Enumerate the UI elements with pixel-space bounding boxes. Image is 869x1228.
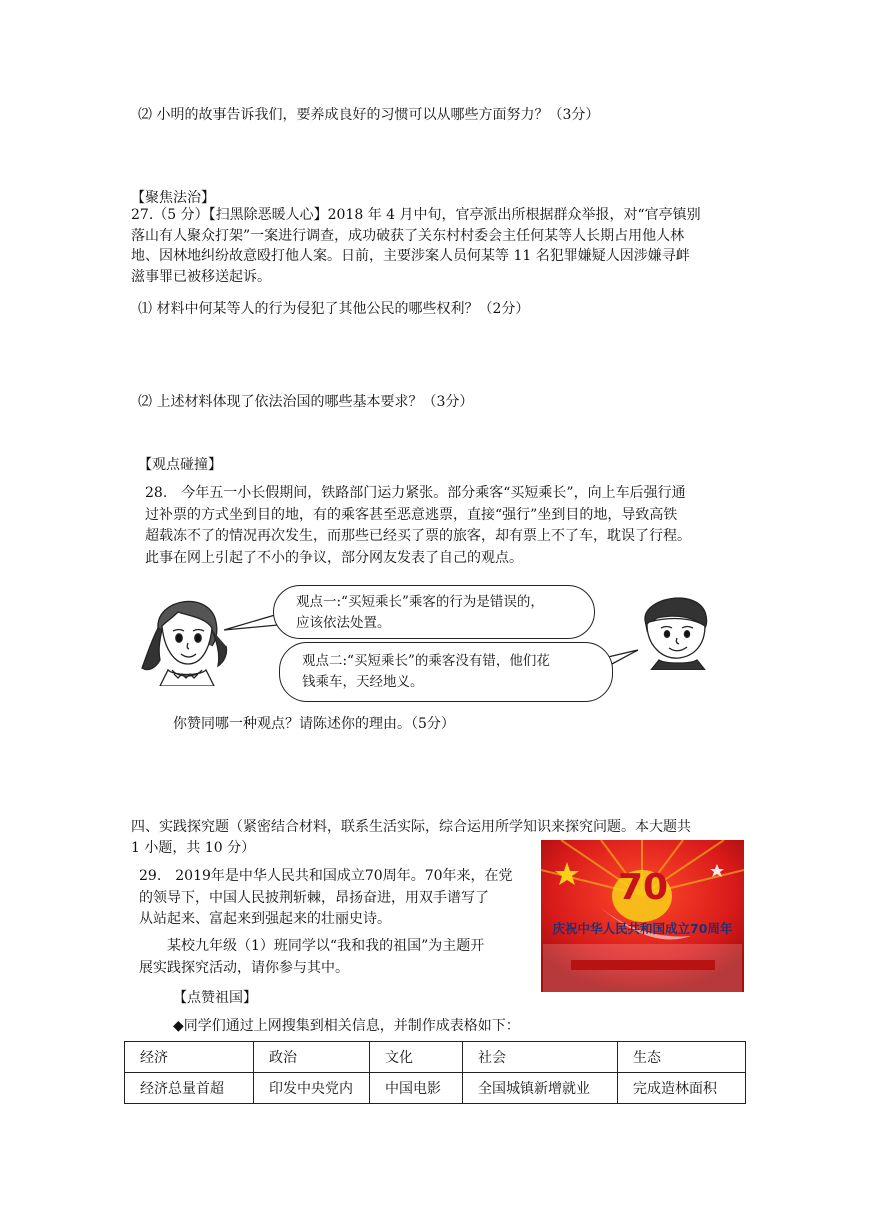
achievement-table	[124, 1041, 746, 1104]
header-cell-society: 社会	[463, 1042, 618, 1073]
poster-artwork	[541, 840, 744, 992]
view2-line-1: 观点二:“买短乘长”的乘客没有错，他们花	[302, 653, 550, 669]
poster-number: 70	[617, 867, 669, 908]
view1-line-2: 应该依法处置。	[296, 615, 391, 631]
header-cell-politics: 政治	[254, 1042, 370, 1073]
question-28-stem	[145, 483, 691, 569]
q27-line-1: 27.（5 分）【扫黑除恶暖人心】2018 年 4 月中旬，官亭派出所根据群众举报，对“官亭镇别	[131, 207, 701, 223]
subsection-praise: 【点赞祖国】	[173, 990, 257, 1006]
q27-line-4: 滋事罪已被移送起诉。	[131, 268, 271, 285]
q28-line-1: 28. 今年五一小长假期间，铁路部门运力紧张。部分乘客“买短乘长”，向上车后强行通	[145, 485, 686, 501]
question-27-part2: ⑵ 上述材料体现了依法治国的哪些基本要求？（3分）	[138, 394, 474, 410]
table-header-row	[125, 1042, 746, 1073]
anniversary-poster	[541, 840, 744, 992]
q28-line-3: 超载冻不了的情况再次发生，而那些已经买了票的旅客，却有票上不了车，耽误了行程。	[145, 528, 691, 544]
table-cell: 全国城镇新增就业	[463, 1073, 618, 1104]
question-29-stem	[139, 866, 513, 931]
boy-illustration	[635, 590, 719, 670]
table-intro: ◆同学们通过上网搜集到相关信息，并制作成表格如下：	[173, 1018, 520, 1034]
q29-line-1: 29. 2019年是中华人民共和国成立70周年。70年来，在党	[139, 868, 513, 884]
question-27-stem	[131, 205, 701, 287]
question-29-activity	[139, 936, 484, 979]
view1-text	[296, 592, 544, 634]
q29-line-2: 的领导下，中国人民披荆斩棘，昂扬奋进，用双手谱写了	[139, 889, 489, 906]
poster-caption: 庆祝中华人民共和国成立70周年	[552, 921, 733, 936]
view2-line-2: 钱乘车，天经地义。	[302, 674, 424, 690]
question-27-part1: ⑴ 材料中何某等人的行为侵犯了其他公民的哪些权利？（2分）	[138, 301, 530, 317]
view2-text	[302, 651, 550, 693]
section4-line-1: 四、实践探究题（紧密结合材料，联系生活实际，综合运用所学知识来探究问题。本大题共	[131, 819, 691, 835]
table-row	[125, 1073, 746, 1104]
q27-line-2: 落山有人聚众打架”一案进行调查，成功破获了关东村村委会主任何某等人长期占用他人林	[131, 227, 685, 244]
header-cell-culture: 文化	[370, 1042, 463, 1073]
q27-line-3: 地、因林地纠纷故意殴打他人案。日前，主要涉案人员何某等 11 名犯罪嫌疑人因涉嫌寻衅	[131, 248, 690, 264]
question-28-prompt: 你赞同哪一种观点？请陈述你的理由。（5分）	[173, 716, 455, 732]
table-cell: 完成造林面积	[618, 1073, 746, 1104]
view1-line-1: 观点一:“买短乘长”乘客的行为是错误的，	[296, 594, 544, 610]
table-cell: 中国电影	[370, 1073, 463, 1104]
question-prev-part2: ⑵ 小明的故事告诉我们，要养成良好的习惯可以从哪些方面努力？（3分）	[138, 107, 600, 123]
q28-line-4: 此事在网上引起了不小的争议，部分网友发表了自己的观点。	[145, 549, 523, 566]
section-heading-view: 【观点碰撞】	[138, 457, 222, 473]
table-cell: 印发中央党内	[254, 1073, 370, 1104]
q29-activity-line-2: 展实践探究活动，请你参与其中。	[139, 959, 349, 976]
header-cell-ecology: 生态	[618, 1042, 746, 1073]
q29-activity-line-1: 某校九年级（1）班同学以“我和我的祖国”为主题开	[139, 938, 485, 954]
table-cell: 经济总量首超	[125, 1073, 254, 1104]
section-heading-law: 【聚焦法治】	[131, 190, 215, 206]
section4-line-2: 1 小题，共 10 分）	[131, 840, 256, 856]
q29-line-3: 从站起来、富起来到强起来的壮丽史诗。	[139, 911, 391, 927]
header-cell-economy: 经济	[125, 1042, 254, 1073]
q28-line-2: 过补票的方式坐到目的地，有的乘客甚至恶意逃票，直接“强行”坐到目的地，导致高铁	[145, 506, 678, 523]
